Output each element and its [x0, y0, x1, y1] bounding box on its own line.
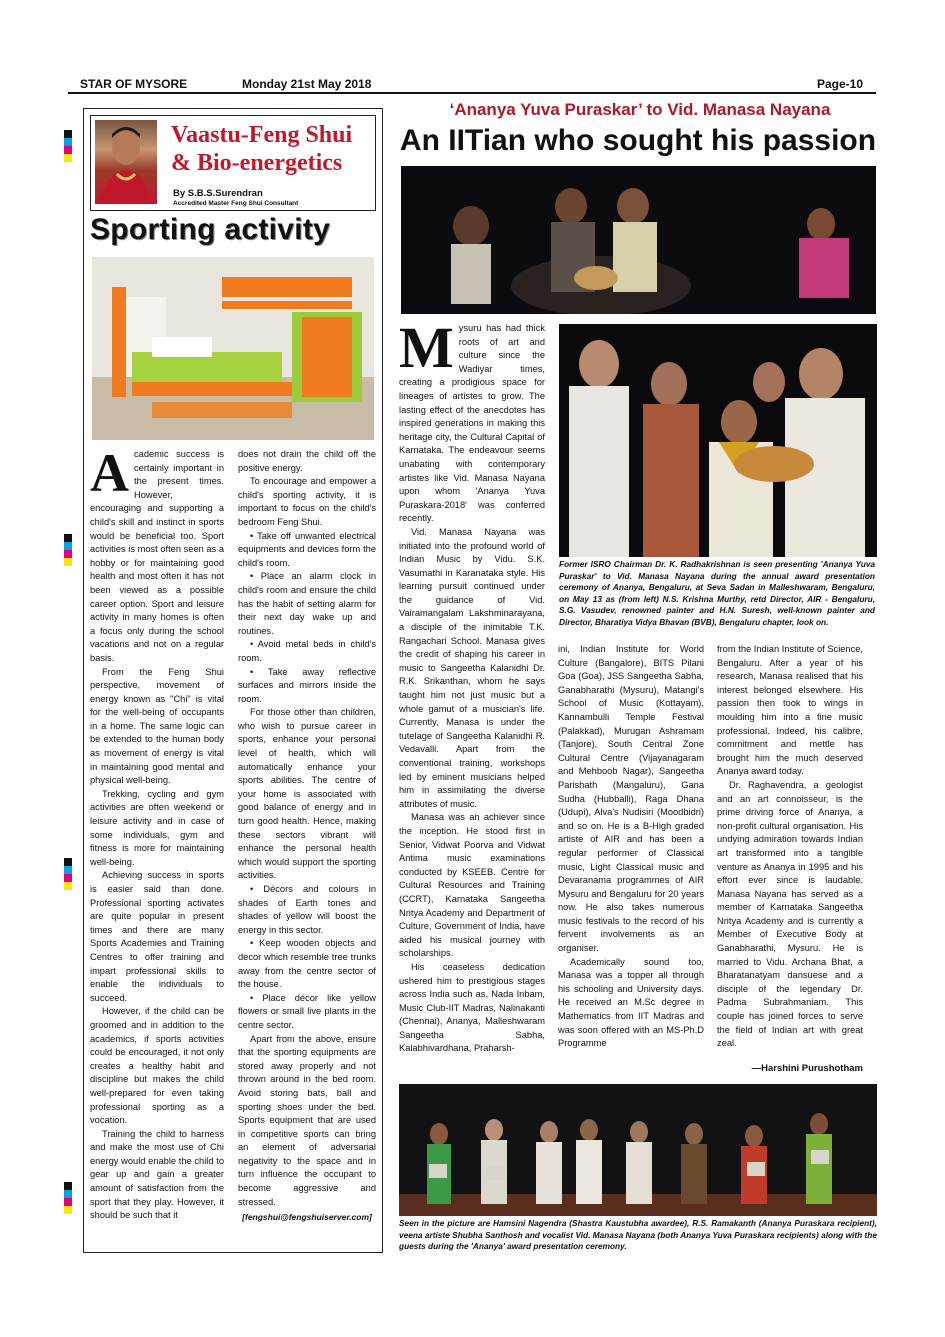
- issue-date: Monday 21st May 2018: [242, 77, 372, 91]
- group-caption: Seen in the picture are Hamsini Nagendra (Shastra Kaustubha awardee), R.S. Ramakanth (Ananya Puraskara recipient), veena artiste Shubha Santhosh and vocalist Vid. Manasa Nayana (both Ananya Yuva Puraskara recipients) along with the guests during the 'Ananya' award presentation ceremony.: [399, 1218, 877, 1252]
- dropcap-a: A: [90, 448, 129, 503]
- bedroom-scene-icon: [92, 257, 374, 440]
- feng-shui-column-box: [83, 108, 383, 1253]
- author-portrait: [95, 120, 157, 204]
- right-article-col1: [399, 322, 545, 1090]
- dropcap-m: M: [399, 322, 454, 380]
- column-email: [fengshui@fengshuiserver.com]: [242, 1212, 372, 1223]
- left-bullet-5: • Décors and colours in shades of Earth tones and shades of yellow will boost the energy in this sector.: [238, 884, 376, 935]
- portrait-figure-icon: [95, 120, 157, 204]
- header-rule: [68, 92, 876, 94]
- left-bullet-4: • Take away reflective surfaces and mirrors inside the room.: [238, 666, 376, 704]
- left-para-7: does not drain the child off the positive energy.: [238, 449, 376, 473]
- right-article-col3: [717, 643, 863, 1075]
- right-article-col2: [558, 643, 704, 1087]
- right-para-3: Manasa was an achiever since the inception. He stood first in Senior, Vidwat Poorva and Vidwat Antima music examinations conducted by KSEEB. Centre for Cultural Resources and Training (CCRT), Karnataka Sangeetha Nritya Academy and Department of Culture, Government of India, have aided his musical journey with scholarships.: [399, 812, 545, 959]
- left-article-col1: [90, 448, 224, 1248]
- right-para-1: ysuru has had thick roots of art and culture since the Wadiyar times, creating a prodigious space for lineages of artistes to grow. The lasting effect of the anecdotes has inspired generations in making this heritage city, the Cultural Capital of Karnataka. The endeavour seems unabating with contemporary artistes like Vid. Manasa Nayana upon whom 'Ananya Yuva Puraskara-2018' was conferred recently.: [399, 323, 545, 524]
- left-para-1: cademic success is certainly important in the present times. However, encouraging and supporting a child's skill and instinct in sports would be beneficial too. Sport activities is most often seen as a hobby or for maintaining good health and most often it has not been viewed as a possible career option. Sport and leisure activity in many homes is often a focus only during the school vacations and not on a regular basis.: [90, 449, 224, 663]
- left-para-6: Training the child to harness and make the most use of Chi energy would enable the child to gear up and gain a greater amount of satisfaction from the sport that they play. However, it should be such that it: [90, 1128, 224, 1221]
- left-bullet-7: • Place décor like yellow flowers or small live plants in the centre sector.: [238, 992, 376, 1030]
- right-headline: An IITian who sought his passion: [399, 124, 877, 157]
- left-article-col2: [238, 448, 376, 1248]
- left-para-9: For those other than children, who wish to pursue career in sports, enhance your personal level of health, which will automatically enhance your sports abilities. The centre of your home is associated with good balance of energy and in turn good health. Hence, making these sectors vibrant will enhance the personal health which would support the sporting activities.: [238, 707, 376, 881]
- group-scene-icon: [399, 1084, 877, 1216]
- registration-marks-top: [64, 130, 72, 162]
- column-title-line2: & Bio-energetics: [171, 150, 343, 176]
- left-para-2: From the Feng Shui perspective, movement of energy known as "Chi" is vital for the well-being of occupants in a home. The same logic can be extended to the human body as movement of energy is vital in maintaining good mental and physical well-being.: [90, 666, 224, 786]
- right-para-6: Academically sound too, Manasa was a topper all through his schooling and University days. He received an M.Sc degree in Mathematics from IIT Madras and was soon offered with an MS-Ph.D Programme: [558, 956, 704, 1049]
- publication-name: STAR OF MYSORE: [80, 77, 188, 91]
- page-number: Page-10: [816, 77, 863, 91]
- right-para-4: His ceaseless dedication ushered him to prestigious stages across India such as, Nada Inbam, Music Club-IIT Madras, Nalinakanti (Chennai), Ananya, Malleshwaram Sangeetha Sabha, Kalabhivardhana, Praharsh-: [399, 961, 545, 1054]
- registration-marks-lower: [64, 858, 72, 890]
- right-para-7: from the Indian Institute of Science, Bengaluru. After a year of his research, Manasa realised that his interest belonged elsewhere. His passion then took to wings in moulding him into a fine music professional. Indeed, his calibre, commitment and mettle has brought him the much deserved Ananya award today.: [717, 644, 863, 777]
- article-author: —Harshini Purushotham: [751, 1063, 863, 1074]
- registration-marks-bottom: [64, 1182, 72, 1214]
- right-para-8: Dr. Raghavendra, a geologist and an art connoisseur, is the prime driving force of Ananya, a non-profit cultural organisation. His undying admiration towards Indian art transformed into a tangible venture as Ananya in 1995 and his effort ever since is laudable. Manasa Nayana has served as a member of Karnataka Sangeetha Nritya Academy and is currently a Member of Executive Body at Ganabharathi, Mysuru. He is married to Vidu. Archana Bhat, a Bharatanatyam dansuese and a disciple of the legendary Dr. Padma Subrahmaniam. This couple has joined forces to serve the field of Indian art with great zeal.: [717, 779, 863, 1049]
- right-kicker: ‘Ananya Yuva Puraskar’ to Vid. Manasa Nayana: [449, 100, 831, 119]
- column-title-line1: Vaastu-Feng Shui: [171, 122, 353, 148]
- award-caption: Former ISRO Chairman Dr. K. Radhakrishnan is seen presenting 'Ananya Yuva Puraskar' to Vid. Manasa Nayana during the annual award presentation ceremony of Ananya, Bengaluru, at Seva Sadan in Malleshwaram, Bengaluru, on May 13 as (from left) N.S. Krishna Murthy, retd Director, AIR - Bengaluru, S.G. Vasudev, renowned painter and H.N. Suresh, well-known painter and Director, Bharatiya Vidya Bhavan (BVB), Bengaluru chapter, look on.: [559, 559, 875, 627]
- left-bullet-1: • Take off unwanted electrical equipments and devices form the child's room.: [238, 530, 376, 568]
- column-title-block: [90, 115, 376, 211]
- awardees-group: [399, 1084, 877, 1216]
- left-bullet-3: • Avoid metal beds in child's room.: [238, 639, 376, 663]
- left-para-8: To encourage and empower a child's sporting activity, it is important to focus on the child's bedroom Feng Shui.: [238, 476, 376, 527]
- left-para-5: However, if the child can be groomed and in addition to the academics, if sports activities could be encouraged, it not only creates a healthy habit and discipline but makes the child well-prepared for even taking professional sporting as a vocation.: [90, 1006, 224, 1126]
- right-para-2: Vid. Manasa Nayana was initiated into the profound world of Indian Music by Vidu. S.K. Vasumathi in Karanataka style. His learning pursuit continued under the guidance of Vid. Vairamangalam Lakshminarayana, a disciple of the inimitable T.K. Rangachari School. Manasa gives the credit of shaping his career in music to Sangeetha Kalanidhi Dr. R.K. Srikanthan, whom he says taught him not just music but a whole gamut of a musician's life. Currently, Manasa is under the tutelage of Sangeetha Kalanidhi R. Vedavalli. Apart from the conventional training, workshops led by eminent musicians helped him in assimilating the diverse attributes of music.: [399, 526, 545, 809]
- left-para-3: Trekking, cycling and gym activities are often weekend or leisure activity and in case of some individuals, gym and fitness is more for maintaining well-being.: [90, 788, 224, 867]
- left-bullet-6: • Keep wooden objects and decor which resemble tree trunks away from the centre sector of the house.: [238, 938, 376, 990]
- left-para-10: Apart from the above, ensure that the sporting equipments are stored away properly and not thrown around in the bed room. Avoid storing bats, ball and sporting shoes under the bed. Sports equipment that are used in competitive sports can bring an element of adversarial negativity to the space and in turn influence the occupant to become aggressive and stressed.: [238, 1033, 376, 1207]
- left-headline: Sporting activity: [90, 213, 331, 246]
- children-bedroom: [92, 257, 374, 440]
- award-scene-icon: [559, 324, 877, 557]
- registration-marks-mid: [64, 534, 72, 566]
- column-byline: By S.B.S.Surendran: [173, 188, 263, 199]
- left-bullet-2: • Place an alarm clock in child's room and ensure the child has the habit of setting alarm for their next day wake up and routines.: [238, 571, 376, 636]
- concert-scene-icon: [401, 166, 876, 314]
- left-para-4: Achieving success in sports is easier said than done. Professional sporting activates are quite popular in present times and there are many Sports Academies and Training Centres to offer training and impart professional skills to enable the individuals to succeed.: [90, 870, 224, 1003]
- award-presentation: [559, 324, 877, 557]
- column-byline-sub: Accredited Master Feng Shui Consultant: [173, 200, 299, 207]
- concert-stage: [401, 166, 876, 314]
- right-para-5: ini, Indian Institute for World Culture (Bangalore), BITS Pilani Goa (Goa), JSS Sangeetha Sabha, Ganabharathi (Mysuru), Matangi's School of Music (Kottayam), Kannambulli Temple Festival (Palakkad), Murugan Ashramam (Tanjore), South Central Zone Cultural Centre (Vijayanagaram and Mehboob Nagar), Sangeetha Parishath (Mangaluru), Gana Sudha (Hubballi), Raga Dhana (Udupi), Alva's Nudisiri (Moodbidri) and so on. He is a B-High graded artiste of AIR and has been a regular performer of Classical music, Light Classical music and Devaranama programmes of AIR Mysuru and Bengaluru for 20 years now. He also takes numerous music festivals to the record of his fervent involvements as an organiser.: [558, 644, 704, 954]
